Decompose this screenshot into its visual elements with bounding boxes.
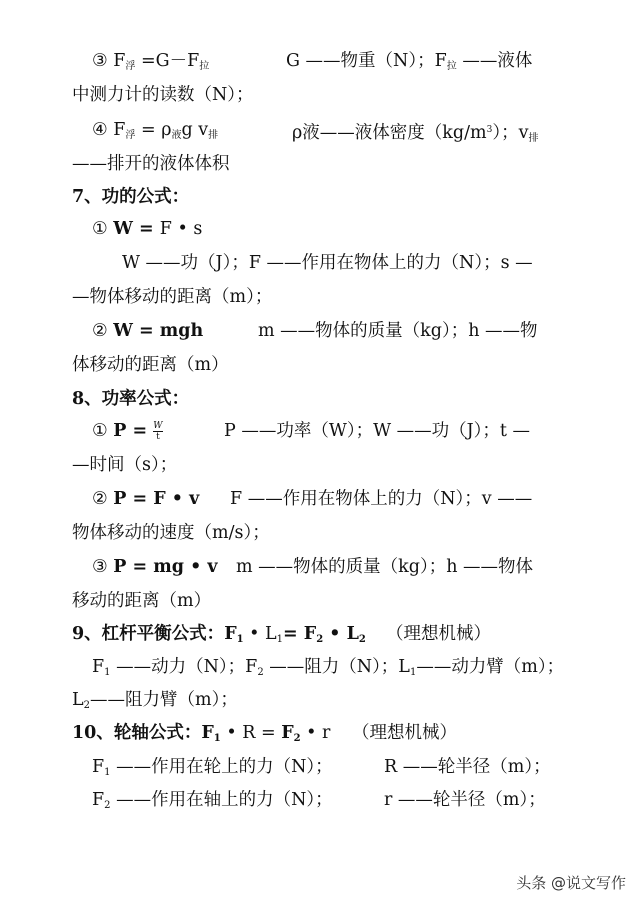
subscript: 拉 — [446, 61, 457, 72]
text: （理想机械） — [386, 624, 491, 644]
text: F — [92, 757, 105, 777]
text: ——液体 — [456, 51, 533, 71]
subscript: 1 — [213, 733, 221, 744]
watermark-text: 头条 @说文写作 — [516, 874, 626, 892]
text: ——阻力臂（m）； — [90, 690, 238, 710]
text: ④ F — [92, 120, 126, 140]
bold-text: F — [201, 723, 214, 743]
superscript: 3 — [486, 125, 493, 135]
text: P ——功率（W）；W ——功（J）；t — — [224, 421, 530, 441]
section-heading-work: 7、功的公式： — [72, 187, 190, 207]
text: ——动力（N）；F — [110, 657, 258, 677]
text-line — [72, 689, 640, 717]
text: F — [92, 790, 105, 810]
text: ——作用在轮上的力（N）； — [110, 757, 333, 777]
text: ② — [92, 321, 114, 341]
text-line: ——排开的液体体积 — [72, 154, 230, 174]
subscript: 2 — [104, 800, 111, 811]
text: ——阻力（N）；L — [263, 657, 410, 677]
fraction — [153, 421, 162, 442]
text-line: —时间（s）； — [72, 455, 178, 475]
subscript: 2 — [293, 733, 301, 744]
text: ① — [92, 421, 114, 441]
bold-text: • L — [323, 624, 359, 644]
text: （理想机械） — [352, 723, 457, 743]
text-line: 中测力计的读数（N）； — [72, 85, 254, 105]
text: • r — [300, 723, 331, 743]
section-heading-power: 8、功率公式： — [72, 389, 190, 409]
bold-text: P = mg • v — [113, 557, 218, 577]
bold-text: P = — [113, 421, 154, 441]
text: R ——轮半径（m）； — [384, 757, 551, 777]
bold-text: P = F • v — [113, 489, 200, 509]
text-line — [92, 656, 640, 684]
text: r ——轮半径（m）； — [384, 790, 546, 810]
text: ③ — [92, 557, 114, 577]
text: ——动力臂（m）； — [416, 657, 565, 677]
text: F ——作用在物体上的力（N）；v —— — [230, 489, 533, 509]
text: ① — [92, 219, 114, 239]
subscript: 2 — [83, 700, 90, 711]
numerator: W — [153, 421, 163, 431]
text: • R = — [220, 723, 282, 743]
text: m ——物体的质量（kg）；h ——物体 — [236, 557, 534, 577]
subscript: 排 — [208, 130, 219, 141]
text: • L — [243, 624, 277, 644]
subscript: 1 — [409, 667, 417, 678]
bold-text: W = mgh — [113, 321, 204, 341]
text: ）；v — [492, 123, 529, 143]
subscript: 2 — [257, 667, 264, 678]
text: m ——物体的质量（kg）；h ——物 — [258, 321, 538, 341]
bold-text: F — [224, 624, 237, 644]
subscript: 拉 — [199, 61, 210, 72]
bold-text: = F — [283, 624, 317, 644]
text: = ρ — [135, 120, 172, 140]
formula-work-1 — [92, 218, 640, 240]
subscript: 1 — [104, 667, 111, 678]
bold-text: W = — [113, 219, 160, 239]
text: ② — [92, 489, 114, 509]
subscript: 2 — [358, 634, 366, 645]
text: ρ液——液体密度（kg/m — [292, 123, 487, 143]
text-line: 体移动的距离（m） — [72, 355, 229, 375]
text: g v — [181, 120, 209, 140]
subscript: 浮 — [125, 61, 136, 72]
subscript: 液 — [171, 130, 182, 141]
text: ——作用在轴上的力（N）； — [110, 790, 333, 810]
text: =G－F — [135, 51, 200, 71]
subscript: 2 — [316, 634, 324, 645]
text: L — [72, 690, 84, 710]
text: F • s — [159, 219, 203, 239]
bold-text: F — [281, 723, 294, 743]
text-line: —物体移动的距离（m）； — [72, 287, 273, 307]
subscript: 1 — [104, 767, 111, 778]
subscript: 排 — [528, 133, 539, 144]
text: G ——物重（N）；F — [286, 51, 447, 71]
text: ③ F — [92, 51, 126, 71]
text-line: 移动的距离（m） — [72, 591, 212, 611]
subscript: 1 — [276, 634, 284, 645]
text-line: 物体移动的速度（m/s）； — [72, 523, 270, 543]
text-line: W ——功（J）；F ——作用在物体上的力（N）；s — — [122, 253, 533, 273]
bold-text: 9、杠杆平衡公式： — [72, 624, 225, 644]
bold-text: 10、轮轴公式： — [72, 723, 202, 743]
subscript: 浮 — [125, 130, 136, 141]
text: F — [92, 657, 105, 677]
denominator: t — [153, 431, 162, 442]
subscript: 1 — [236, 634, 244, 645]
